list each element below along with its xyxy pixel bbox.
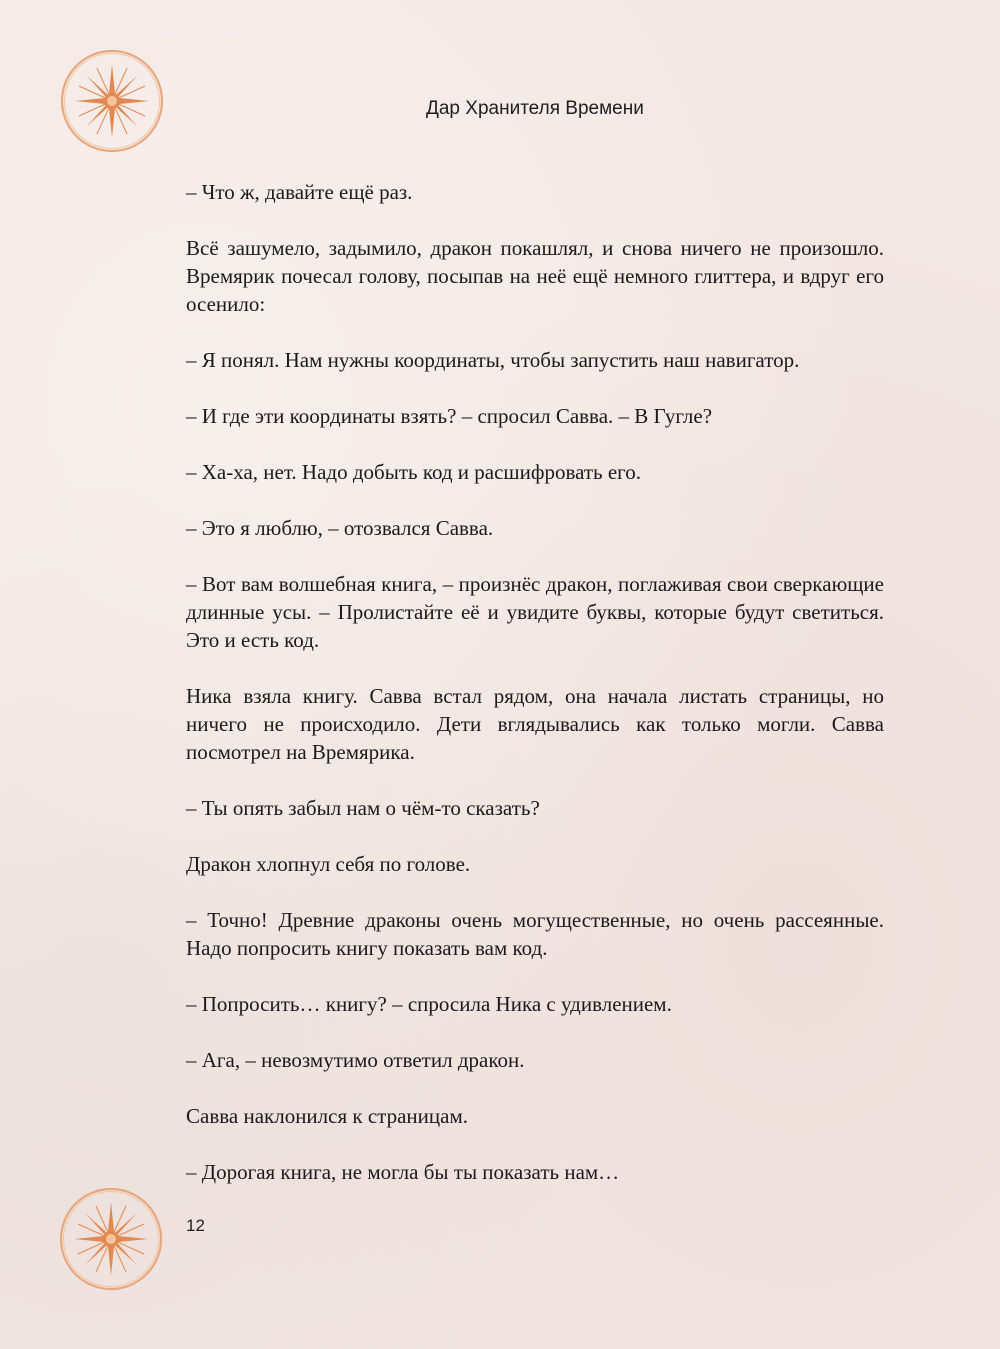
sun-emblem-icon: [57, 46, 167, 156]
paragraph: – И где эти координаты взять? – спросил Савва. – В Гугле?: [186, 404, 713, 428]
paragraph: Всё зашумело, задымило, дракон покашлял, и снова ничего не произошло. Времярик почесал голову, посыпав на неё ещё немного глиттера, и вдруг его осенило:: [186, 236, 884, 316]
paragraph: – Попросить… книгу? – спросила Ника с удивлением.: [186, 992, 672, 1016]
paragraph: Дракон хлопнул себя по голове.: [186, 852, 471, 876]
sun-emblem-icon: [56, 1184, 166, 1294]
paragraph: Савва наклонился к страницам.: [186, 1104, 468, 1128]
paragraph: – Точно! Древние драконы очень могущественные, но очень рассеянные. Надо попросить книгу показать вам код.: [186, 908, 884, 960]
paragraph: – Ага, – невозмутимо ответил дракон.: [186, 1048, 525, 1072]
paragraph: – Дорогая книга, не могла бы ты показать нам…: [186, 1160, 620, 1184]
paragraph: – Ты опять забыл нам о чём-то сказать?: [186, 796, 540, 820]
page-body-text: [186, 178, 884, 1186]
paragraph: – Что ж, давайте ещё раз.: [186, 180, 413, 204]
paragraph: – Ха-ха, нет. Надо добыть код и расшифровать его.: [186, 460, 642, 484]
paragraph: Ника взяла книгу. Савва встал рядом, она начала листать страницы, но ничего не происходило. Дети вглядывались как только могли. Савва посмотрел на Времярика.: [186, 684, 884, 764]
paragraph: – Это я люблю, – отозвался Савва.: [186, 516, 494, 540]
page-number: 12: [186, 1216, 205, 1235]
paragraph: – Я понял. Нам нужны координаты, чтобы запустить наш навигатор.: [186, 348, 800, 372]
running-header-title: Дар Хранителя Времени: [426, 98, 644, 119]
paragraph: – Вот вам волшебная книга, – произнёс дракон, поглаживая свои сверкающие длинные усы. – Пролистайте её и увидите буквы, которые будут светиться. Это и есть код.: [186, 572, 884, 652]
